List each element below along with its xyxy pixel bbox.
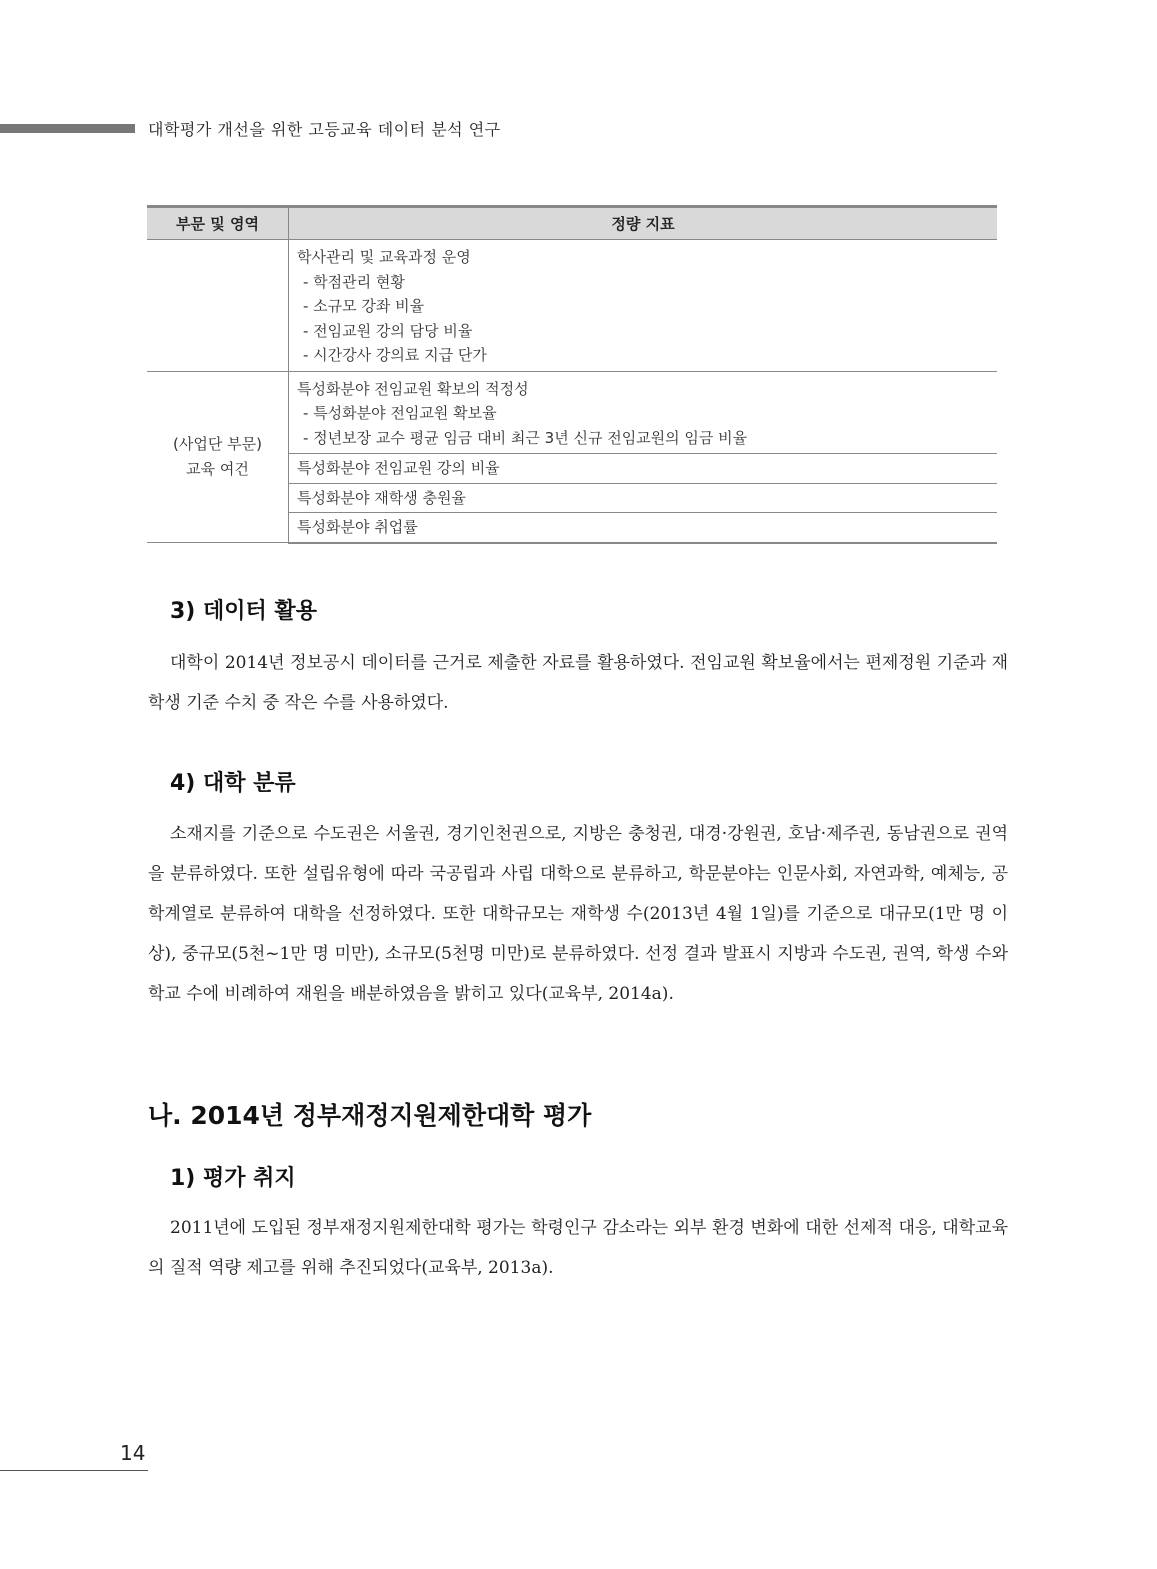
running-header: 대학평가 개선을 위한 고등교육 데이터 분석 연구 bbox=[148, 120, 501, 139]
table-cell-indicator: 특성화분야 재학생 충원율 bbox=[289, 483, 998, 513]
table-header-row bbox=[147, 207, 997, 240]
table-cell-category bbox=[147, 371, 289, 543]
table-cell-indicator: 특성화분야 취업률 bbox=[289, 513, 998, 543]
section-heading-purpose: 1) 평가 취지 bbox=[170, 1166, 296, 1191]
footer-rule bbox=[0, 1470, 148, 1471]
table-row bbox=[147, 240, 997, 372]
category-label-line1: (사업단 부문) bbox=[173, 435, 262, 454]
section-heading-data-usage: 3) 데이터 활용 bbox=[170, 599, 317, 624]
paragraph-purpose: 2011년에 도입된 정부재정지원제한대학 평가는 학령인구 감소라는 외부 환경 변화에 대한 선제적 대응, 대학교육의 질적 역량 제고를 위해 추진되었다(교육부, 2013a). bbox=[148, 1218, 1008, 1278]
indicator-title: 특성화분야 전임교원 확보의 적정성 bbox=[297, 379, 529, 398]
table-header-indicator: 정량 지표 bbox=[289, 207, 998, 240]
page-number: 14 bbox=[120, 1441, 146, 1465]
section-heading-classification: 4) 대학 분류 bbox=[170, 771, 296, 796]
header-bar bbox=[0, 124, 135, 133]
table-cell-indicator: 특성화분야 전임교원 강의 비율 bbox=[289, 454, 998, 484]
indicator-item: - 전임교원 강의 담당 비율 bbox=[303, 321, 473, 340]
table-cell-indicator bbox=[289, 371, 998, 454]
paragraph-data-usage: 대학이 2014년 정보공시 데이터를 근거로 제출한 자료를 활용하였다. 전임교원 확보율에서는 편제정원 기준과 재학생 기준 수치 중 작은 수를 사용하였다. bbox=[148, 653, 1008, 713]
table-row bbox=[147, 371, 997, 454]
chapter-heading: 나. 2014년 정부재정지원제한대학 평가 bbox=[148, 1101, 592, 1130]
table-header-category: 부문 및 영역 bbox=[147, 207, 289, 240]
indicator-item: - 소규모 강좌 비율 bbox=[303, 297, 425, 315]
indicator-item: - 시간강사 강의료 지급 단가 bbox=[303, 346, 487, 364]
table-cell-empty bbox=[147, 240, 289, 372]
indicator-table bbox=[147, 205, 997, 544]
indicator-title: 학사관리 및 교육과정 운영 bbox=[297, 248, 471, 266]
table-cell-indicator bbox=[289, 240, 998, 372]
paragraph-classification: 소재지를 기준으로 수도권은 서울권, 경기인천권으로, 지방은 충청권, 대경·강원권, 호남·제주권, 동남권으로 권역을 분류하였다. 또한 설립유형에 따라 국공립과 사립 대학으로 분류하고, 학문분야는 인문사회, 자연과학, 예체능, 공학계열로 분류하여 대학을 선정하였다. 또한 대학규모는 재학생 수(2013년 4월 1일)를 기준으로 대규모(1만 명 이상), 중규모(5천~1만 명 미만), 소규모(5천명 미만)로 분류하였다. 선정 결과 발표시 지방과 수도권, 권역, 학생 수와 학교 수에 비례하여 재원을 배분하였음을 밝히고 있다(교육부, 2014a). bbox=[148, 824, 1008, 1004]
indicator-item: - 정년보장 교수 평균 임금 대비 최근 3년 신규 전임교원의 임금 비율 bbox=[303, 428, 748, 447]
category-label-line2: 교육 여건 bbox=[186, 459, 249, 478]
indicator-item: - 학점관리 현황 bbox=[303, 272, 405, 291]
indicator-item: - 특성화분야 전임교원 확보율 bbox=[303, 404, 497, 422]
